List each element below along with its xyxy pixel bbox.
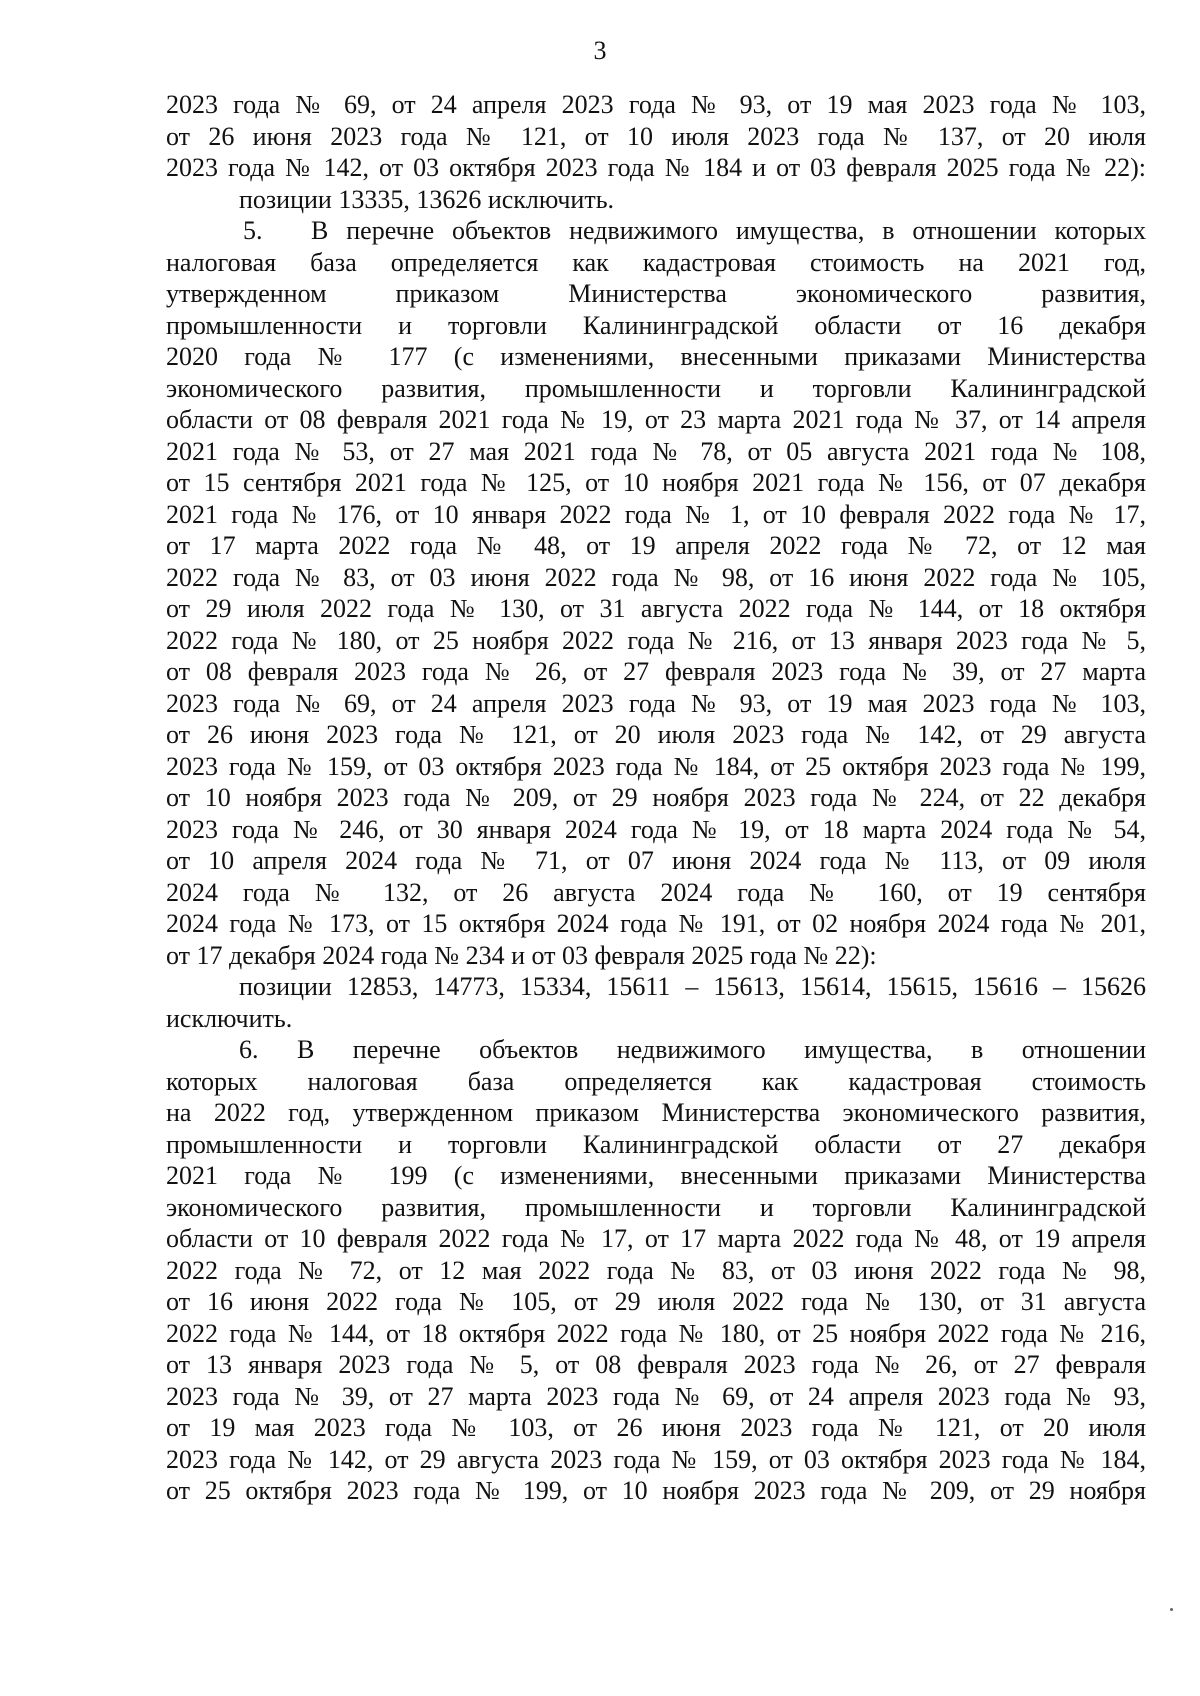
text-line: от 08 февраля 2023 года № 26, от 27 февраля 2023 года № 39, от 27 марта — [166, 657, 1146, 686]
text-line: 2023 года № 159, от 03 октября 2023 года № 184, от 25 октября 2023 года № 199, — [166, 751, 1146, 781]
text-line: экономического развития, промышленности и торговли Калининградской — [166, 1192, 1146, 1222]
text-line: 2023 года № 142, от 29 августа 2023 года № 159, от 03 октября 2023 года № 184, — [166, 1444, 1146, 1474]
text-line: 2020 года № 177 (с изменениями, внесенными приказами Министерства — [166, 342, 1146, 371]
text-line: 2023 года № 142, от 03 октября 2023 года № 184 и от 03 февраля 2025 года № 22): — [166, 153, 1146, 182]
text-line: 2024 года № 173, от 15 октября 2024 года № 191, от 02 ноября 2024 года № 201, — [166, 909, 1146, 938]
item-number: 5. — [243, 216, 263, 245]
text-line: утвержденном приказом Министерства экономического развития, — [166, 279, 1146, 308]
text-line: от 17 декабря 2024 года № 234 и от 03 февраля 2025 года № 22): — [166, 940, 877, 970]
text-line: 2021 года № 53, от 27 мая 2021 года № 78, от 05 августа 2021 года № 108, — [166, 436, 1146, 466]
text-line: которых налоговая база определяется как кадастровая стоимость — [166, 1066, 1146, 1096]
text-line: 2021 года № 176, от 10 января 2022 года № 1, от 10 февраля 2022 года № 17, — [166, 499, 1146, 529]
text-line: 2022 года № 144, от 18 октября 2022 года № 180, от 25 ноября 2022 года № 216, — [166, 1318, 1146, 1348]
text-line: промышленности и торговли Калининградской области от 27 декабря — [166, 1129, 1146, 1159]
text-line: на 2022 год, утвержденном приказом Министерства экономического развития, — [166, 1098, 1146, 1127]
text-line: 2023 года № 69, от 24 апреля 2023 года № 93, от 19 мая 2023 года № 103, — [166, 688, 1146, 718]
text-line: от 10 ноября 2023 года № 209, от 29 ноября 2023 года № 224, от 22 декабря — [166, 783, 1146, 812]
text-line: 2022 года № 72, от 12 мая 2022 года № 83, от 03 июня 2022 года № 98, — [166, 1255, 1146, 1285]
text-line: области от 10 февраля 2022 года № 17, от 17 марта 2022 года № 48, от 19 апреля — [166, 1224, 1146, 1253]
text-line: 2023 года № 39, от 27 марта 2023 года № 69, от 24 апреля 2023 года № 93, — [166, 1381, 1146, 1411]
text-line: от 16 июня 2022 года № 105, от 29 июля 2022 года № 130, от 31 августа — [166, 1287, 1146, 1316]
text-line: налоговая база определяется как кадастровая стоимость на 2021 год, — [166, 247, 1146, 277]
paragraph-6-first-line: 6. В перечне объектов недвижимого имущества, в отношении — [239, 1035, 1146, 1064]
text-line: 2022 года № 83, от 03 июня 2022 года № 98, от 16 июня 2022 года № 105, — [166, 562, 1146, 592]
text-line: 2022 года № 180, от 25 ноября 2022 года № 216, от 13 января 2023 года № 5, — [166, 625, 1146, 655]
text-line: промышленности и торговли Калининградской области от 16 декабря — [166, 310, 1146, 340]
text-line: от 26 июня 2023 года № 121, от 20 июля 2023 года № 142, от 29 августа — [166, 720, 1146, 749]
text-line: 2023 года № 246, от 30 января 2024 года № 19, от 18 марта 2024 года № 54, — [166, 814, 1146, 844]
text-line: позиции 13335, 13626 исключить. — [239, 184, 615, 214]
page-number: 3 — [593, 36, 607, 65]
text-line: 2024 года № 132, от 26 августа 2024 года № 160, от 19 сентября — [166, 877, 1146, 907]
text-line: от 17 марта 2022 года № 48, от 19 апреля 2022 года № 72, от 12 мая — [166, 531, 1146, 560]
text-line: от 15 сентября 2021 года № 125, от 10 ноября 2021 года № 156, от 07 декабря — [166, 468, 1146, 497]
text-line: В перечне объектов недвижимого имущества, в отношении которых — [311, 216, 1146, 245]
text-line: области от 08 февраля 2021 года № 19, от 23 марта 2021 года № 37, от 14 апреля — [166, 405, 1146, 434]
scan-speck — [1170, 1608, 1173, 1611]
paragraph-5-first-line — [243, 215, 1146, 247]
text-line: экономического развития, промышленности и торговли Калининградской — [166, 373, 1146, 403]
text-line: 2023 года № 69, от 24 апреля 2023 года № 93, от 19 мая 2023 года № 103, — [166, 90, 1146, 119]
text-line: от 10 апреля 2024 года № 71, от 07 июня 2024 года № 113, от 09 июля — [166, 846, 1146, 875]
text-line: исключить. — [166, 1003, 293, 1033]
text-line: от 26 июня 2023 года № 121, от 10 июля 2023 года № 137, от 20 июля — [166, 121, 1146, 151]
text-line: от 25 октября 2023 года № 199, от 10 ноября 2023 года № 209, от 29 ноября — [166, 1476, 1146, 1505]
text-line: позиции 12853, 14773, 15334, 15611 – 15613, 15614, 15615, 15616 – 15626 — [239, 972, 1146, 1001]
text-line: 2021 года № 199 (с изменениями, внесенными приказами Министерства — [166, 1161, 1146, 1190]
text-line: от 19 мая 2023 года № 103, от 26 июня 2023 года № 121, от 20 июля — [166, 1413, 1146, 1442]
text-line: от 13 января 2023 года № 5, от 08 февраля 2023 года № 26, от 27 февраля — [166, 1350, 1146, 1379]
text-line: от 29 июля 2022 года № 130, от 31 августа 2022 года № 144, от 18 октября — [166, 594, 1146, 623]
